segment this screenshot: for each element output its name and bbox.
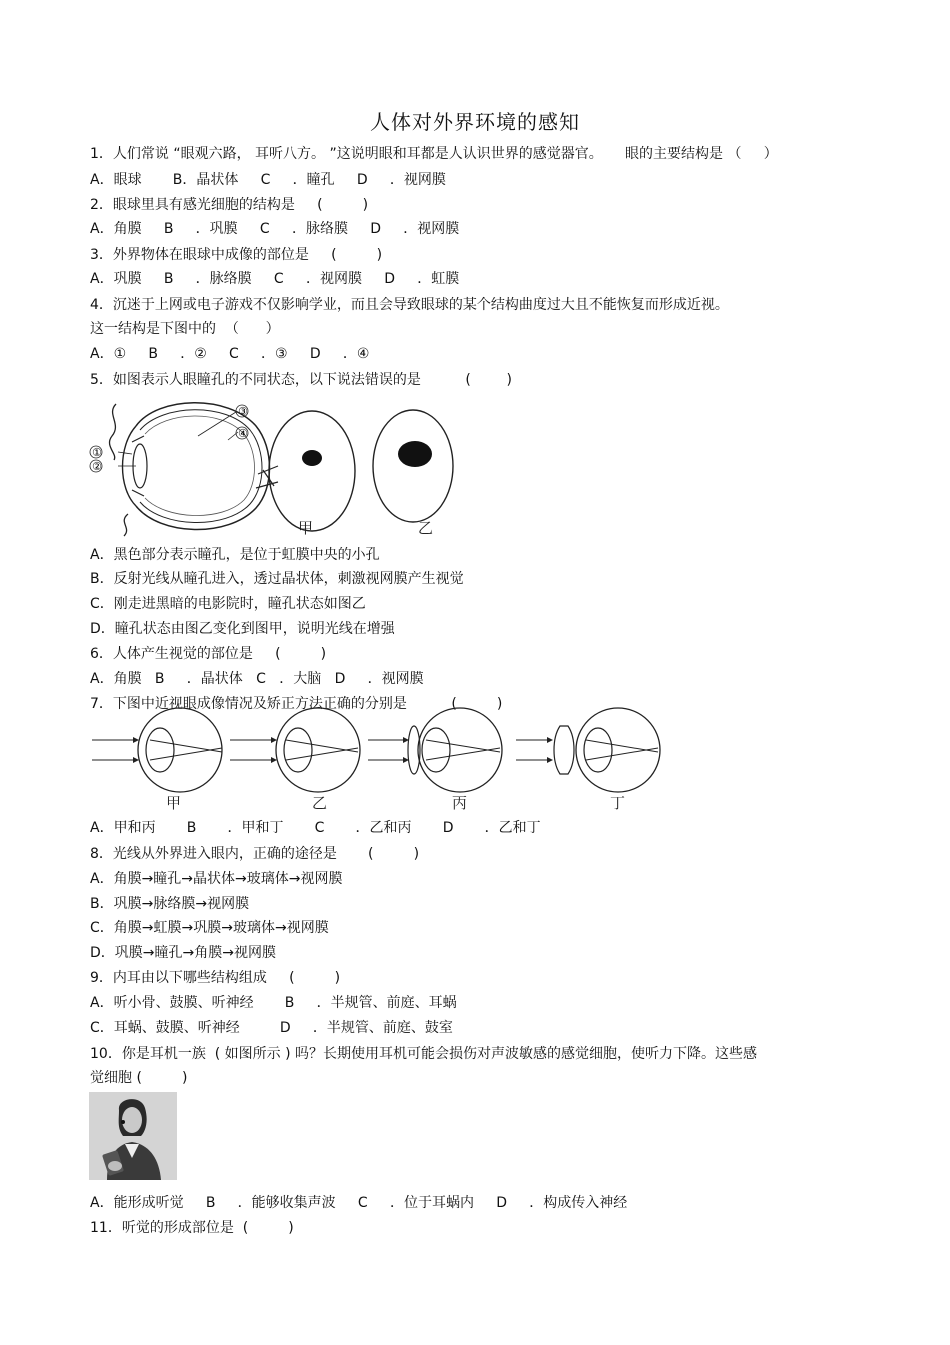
question-1: 1．人们常说 “眼观六路， 耳听八方。 ”这说明眼和耳都是人认识世界的感觉器官。 眼的主要结构是 （ ） xyxy=(90,146,778,162)
page-title: 人体对外界环境的感知 xyxy=(370,110,580,134)
question-9-options-ab: A．听小骨、鼓膜、听神经 B ．半规管、前庭、耳蜗 xyxy=(90,995,457,1011)
question-10: 10．你是耳机一族 ( 如图所示 ) 吗？长期使用耳机可能会损伤对声波敏感的感觉细胞，使听力下降。这些感 xyxy=(90,1046,757,1062)
question-4: 4．沉迷于上网或电子游戏不仅影响学业，而且会导致眼球的某个结构曲度过大且不能恢复而形成近视。 xyxy=(90,297,729,313)
lens-panel-ding xyxy=(516,708,660,792)
question-7: 7．下图中近视眼成像情况及矫正方法正确的分别是 ( ) xyxy=(90,696,503,712)
pupil-label-yi: 乙 xyxy=(418,519,434,537)
question-2-options: A．角膜 B ．巩膜 C ．脉络膜 D ．视网膜 xyxy=(90,221,460,237)
question-10-cont: 觉细胞 ( ) xyxy=(90,1070,188,1086)
eye-label-1: ① xyxy=(92,446,102,459)
question-8-option-a: A．角膜→瞳孔→晶状体→玻璃体→视网膜 xyxy=(90,871,343,887)
question-5-option-d: D．瞳孔状态由图乙变化到图甲，说明光线在增强 xyxy=(90,621,395,637)
question-8-option-b: B．巩膜→脉络膜→视网膜 xyxy=(90,896,250,912)
question-8-option-c: C．角膜→虹膜→巩膜→玻璃体→视网膜 xyxy=(90,920,329,936)
question-8-option-d: D．巩膜→瞳孔→角膜→视网膜 xyxy=(90,945,276,961)
question-3: 3．外界物体在眼球中成像的部位是 ( ) xyxy=(90,247,383,263)
question-5-option-a: A．黑色部分表示瞳孔，是位于虹膜中央的小孔 xyxy=(90,547,380,563)
lens-panel-bing xyxy=(368,708,502,792)
question-5: 5．如图表示人眼瞳孔的不同状态，以下说法错误的是 ( ) xyxy=(90,372,512,388)
eye-label-4: ④ xyxy=(238,427,248,440)
question-7-options: A．甲和丙 B ．甲和丁 C ．乙和丙 D ．乙和丁 xyxy=(90,820,541,836)
question-9: 9．内耳由以下哪些结构组成 ( ) xyxy=(90,970,341,986)
eye-label-3: ③ xyxy=(238,405,248,418)
question-5-option-c: C．刚走进黑暗的电影院时，瞳孔状态如图乙 xyxy=(90,596,366,612)
lens-panel-jia xyxy=(92,708,222,792)
question-2: 2．眼球里具有感光细胞的结构是 ( ) xyxy=(90,197,369,213)
lens-label-jia: 甲 xyxy=(166,794,182,812)
question-5-option-b: B．反射光线从瞳孔进入，透过晶状体，刺激视网膜产生视觉 xyxy=(90,571,464,587)
lens-panel-yi xyxy=(230,708,360,792)
question-3-options: A．巩膜 B ．脉络膜 C ．视网膜 D ．虹膜 xyxy=(90,271,460,287)
eye-label-2: ② xyxy=(92,460,102,473)
eye-figure xyxy=(88,396,458,541)
earphone-user-photo xyxy=(89,1092,177,1180)
lens-label-bing: 丙 xyxy=(452,794,468,812)
question-4-options: A．① B ．② C ．③ D ．④ xyxy=(90,346,370,362)
question-4-cont: 这一结构是下图中的 （ ） xyxy=(90,321,280,337)
question-9-options-cd: C．耳蜗、鼓膜、听神经 D ．半规管、前庭、鼓室 xyxy=(90,1020,453,1036)
question-1-options: A．眼球 B．晶状体 C ．瞳孔 D ．视网膜 xyxy=(90,172,446,188)
pupil-label-jia: 甲 xyxy=(298,519,314,537)
question-6-options: A．角膜 B ．晶状体 C ．大脑 D ．视网膜 xyxy=(90,671,424,687)
question-6: 6．人体产生视觉的部位是 ( ) xyxy=(90,646,327,662)
lens-label-yi: 乙 xyxy=(312,794,328,812)
question-10-options: A．能形成听觉 B ．能够收集声波 C ．位于耳蜗内 D ．构成传入神经 xyxy=(90,1195,628,1211)
question-11: 11．听觉的形成部位是 ( ) xyxy=(90,1220,294,1236)
lens-figure xyxy=(90,718,665,813)
lens-label-ding: 丁 xyxy=(610,794,626,812)
question-8: 8．光线从外界进入眼内，正确的途径是 ( ) xyxy=(90,846,420,862)
